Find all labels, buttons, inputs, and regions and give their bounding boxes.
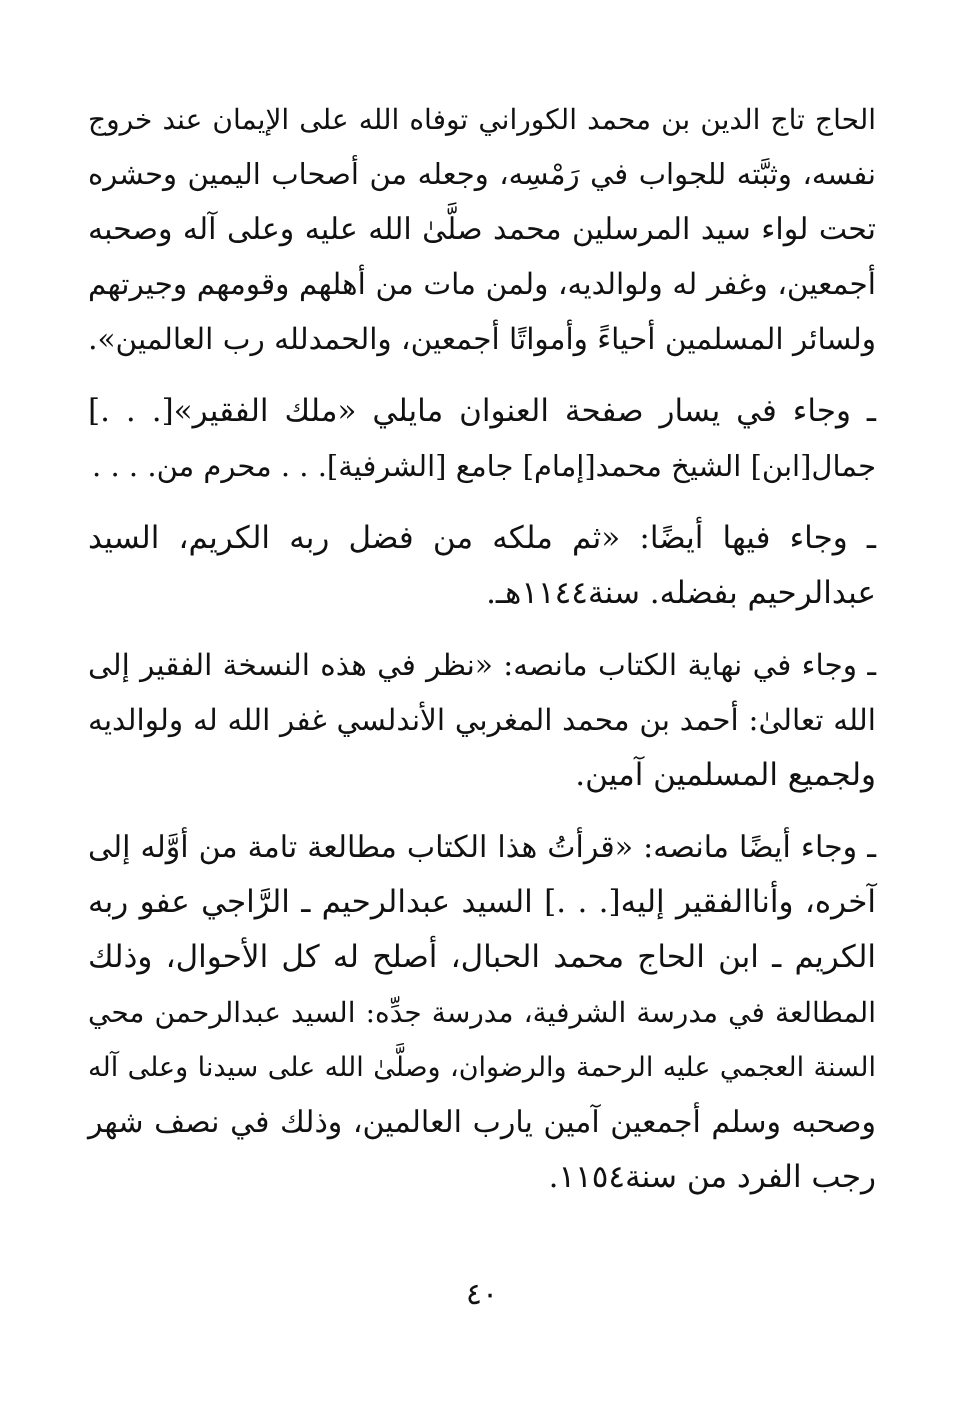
text-line: تحت لواء سيد المرسلين محمد صلَّىٰ الله عليه وعلى آله وصحبه — [88, 212, 876, 247]
text-line: ـ وجاء في نهاية الكتاب مانصه: «نظر في هذه النسخة الفقير إلى — [88, 648, 876, 682]
page-number: ٤٠ — [465, 1277, 499, 1312]
text-line: الله تعالىٰ: أحمد بن محمد المغربي الأندلسي غفر الله له ولوالديه — [88, 703, 876, 737]
text-line: ـ وجاء فيها أيضًا: «ثم ملكه من فضل ربه الكريم، السيد — [88, 520, 876, 556]
paragraph-3 — [88, 511, 876, 621]
text-line: السنة العجمي عليه الرحمة والرضوان، وصلَّىٰ الله على سيدنا وعلى آله — [88, 1052, 876, 1083]
text-line: جمال[ابن] الشيخ محمد[إمام] جامع [الشرفية]. . . محرم من. . . . — [92, 449, 876, 483]
text-line: المطالعة في مدرسة الشرفية، مدرسة جدِّه: السيد عبدالرحمن محي — [88, 996, 876, 1029]
text-line: آخره، وأناالفقير إليه[. . .] السيد عبدالرحيم ـ الرَّاجي عفو ربه — [88, 884, 876, 920]
text-line: نفسه، وثبَّته للجواب في رَمْسِه، وجعله من أصحاب اليمين وحشره — [88, 157, 876, 191]
paragraph-4 — [88, 638, 876, 803]
text-line: ولسائر المسلمين أحياءً وأمواتًا أجمعين، والحمدلله رب العالمين». — [88, 322, 876, 356]
text-line: الكريم ـ ابن الحاج محمد الحبال، أصلح له كل الأحوال، وذلك — [88, 939, 876, 975]
text-line: الحاج تاج الدين بن محمد الكوراني توفاه الله على الإيمان عند خروج — [88, 103, 876, 136]
text-line: ولجميع المسلمين آمين. — [575, 757, 876, 793]
text-line: وصحبه وسلم أجمعين آمين يارب العالمين، وذلك في نصف شهر — [88, 1105, 876, 1140]
text-line: أجمعين، وغفر له ولوالديه، ولمن مات من أهلهم وقومهم وجيرتهم — [88, 267, 876, 301]
paragraph-2 — [88, 384, 876, 494]
main-text — [88, 92, 876, 1222]
text-line: ـ وجاء أيضًا مانصه: «قرأتُ هذا الكتاب مطالعة تامة من أوَّله إلى — [88, 830, 876, 865]
paragraph-1 — [88, 92, 876, 367]
paragraph-5 — [88, 820, 876, 1205]
text-line: عبدالرحيم بفضله. سنة١١٤٤هـ. — [486, 575, 876, 611]
text-line: ـ وجاء في يسار صفحة العنوان مايلي «ملك الفقير»[. . .] — [88, 393, 876, 429]
text-line: رجب الفرد من سنة١١٥٤. — [548, 1159, 876, 1195]
